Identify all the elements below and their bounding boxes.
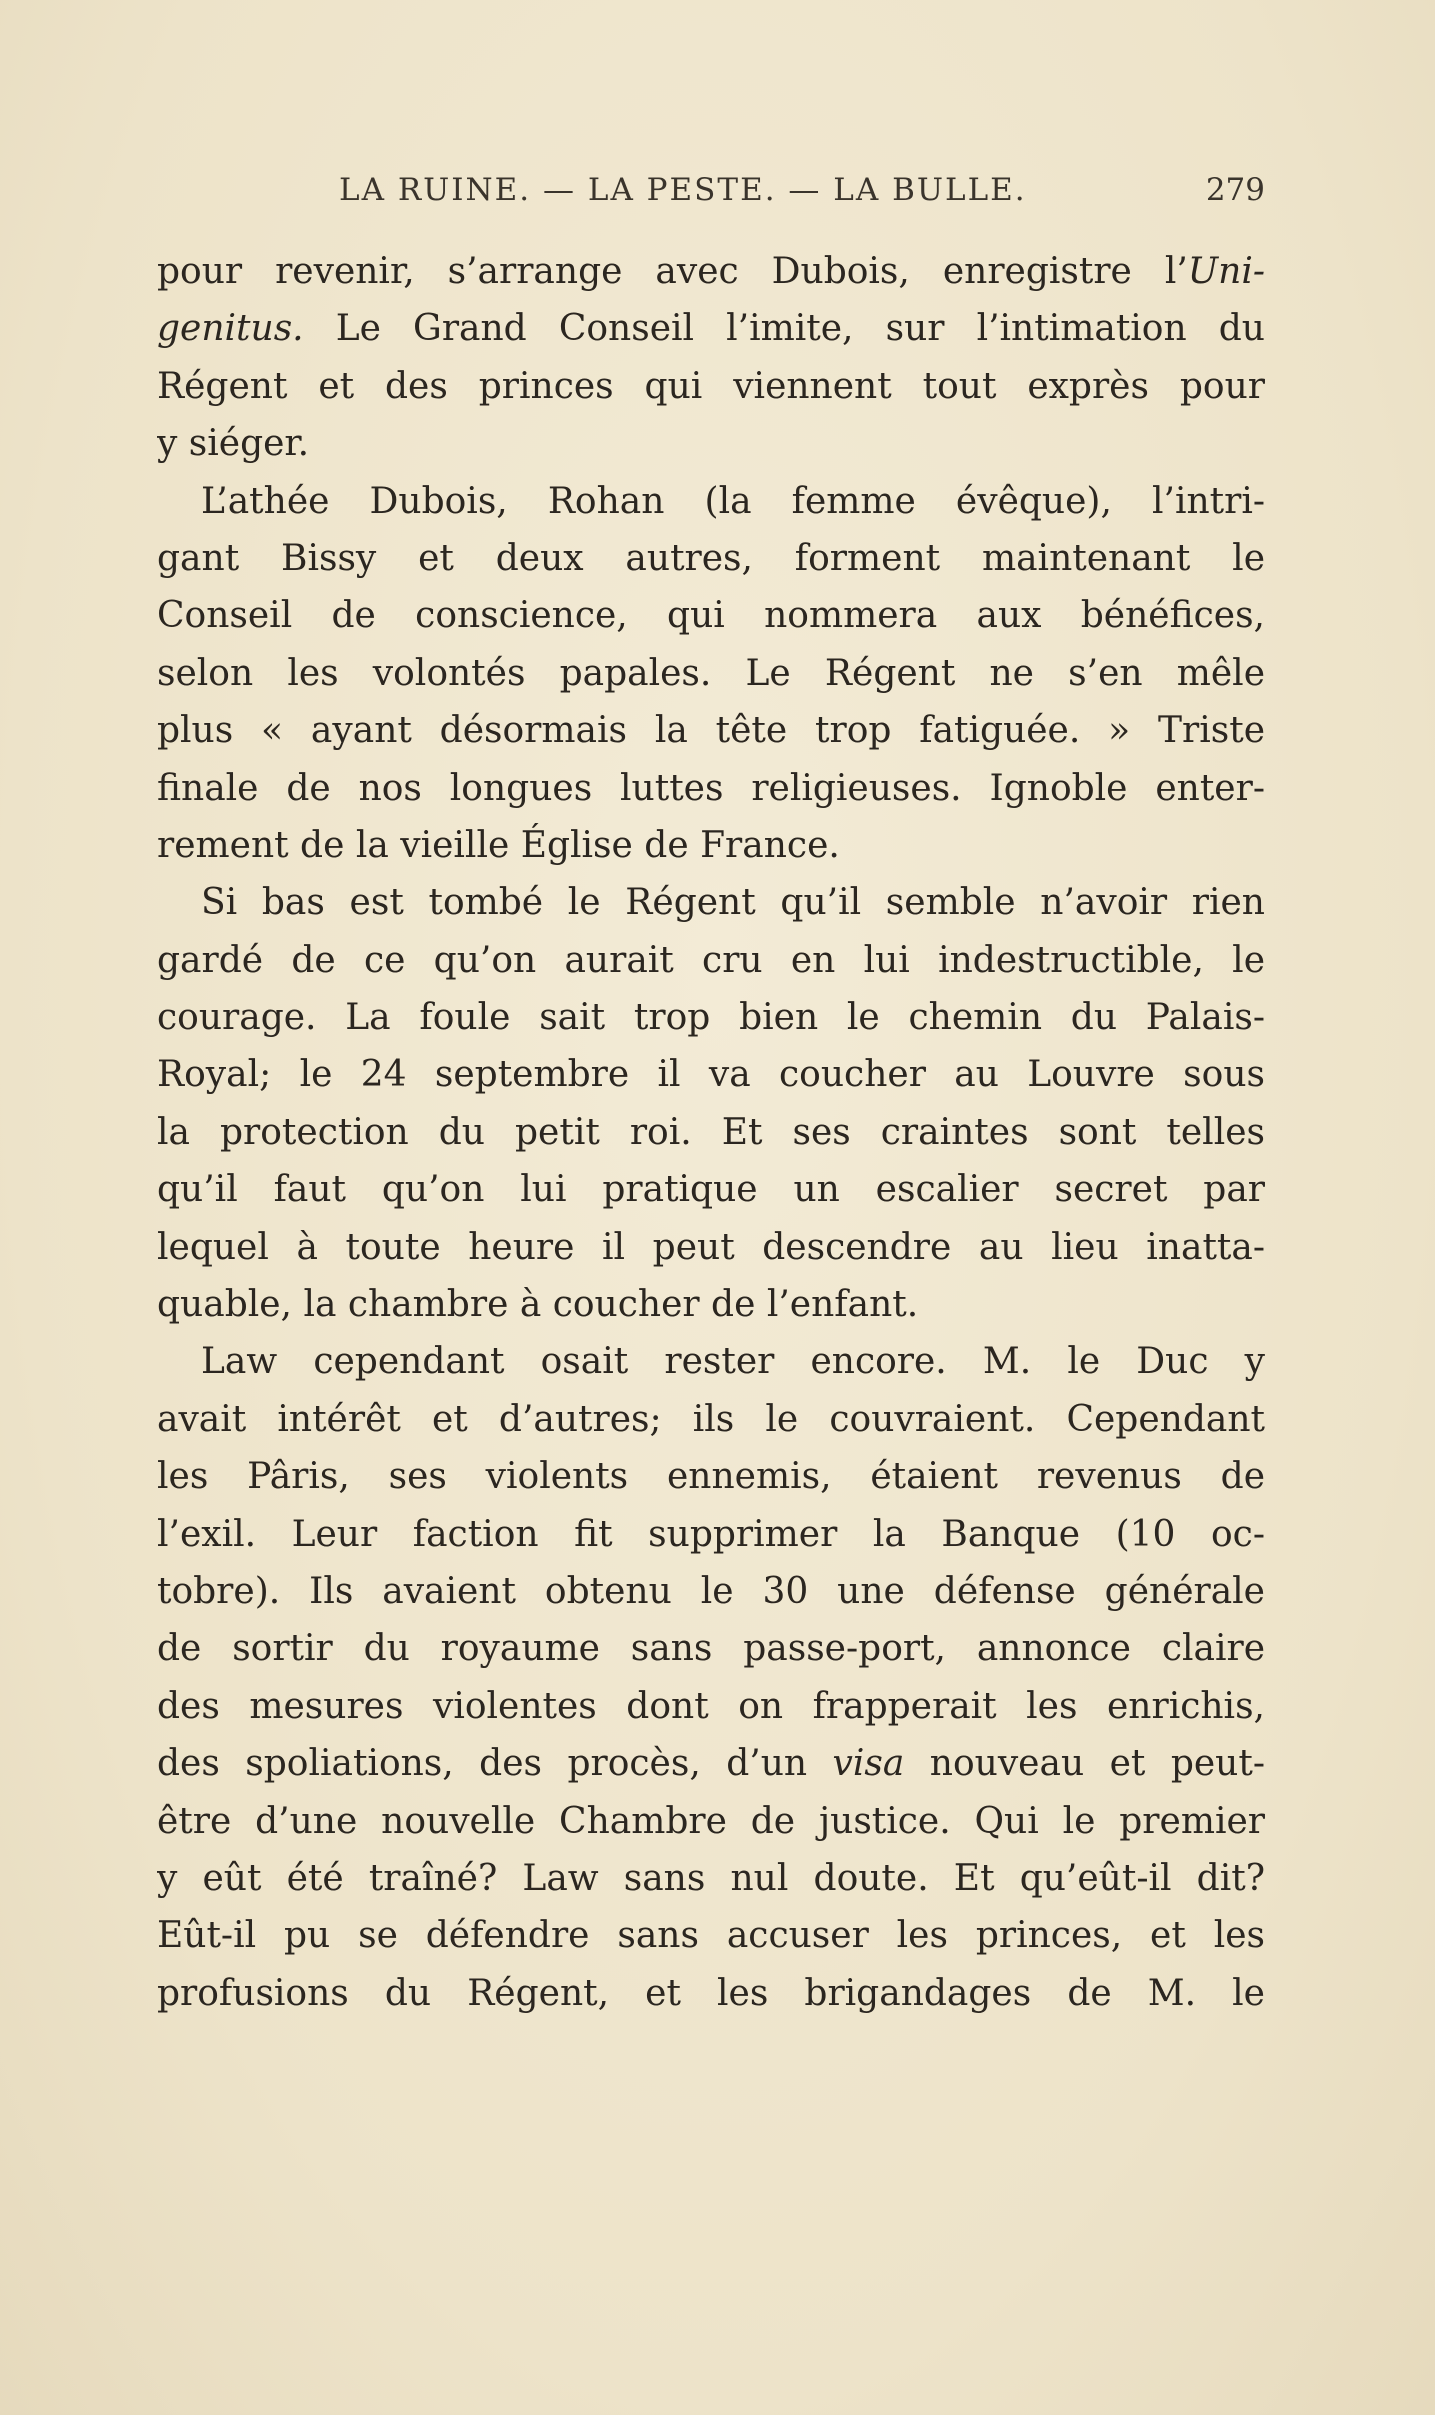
text-line: pour revenir, s’arrange avec Dubois, enregistre l’Uni- <box>157 251 1265 292</box>
body-text <box>157 243 1265 2022</box>
text-line: courage. La foule sait trop bien le chemin du Palais- <box>157 997 1265 1039</box>
text-line: de sortir du royaume sans passe-port, annonce claire <box>157 1628 1265 1670</box>
text-line: finale de nos longues luttes religieuses. Ignoble enter- <box>157 767 1265 809</box>
text-line: plus « ayant désormais la tête trop fatiguée. » Triste <box>157 710 1265 752</box>
page-header <box>157 172 1265 212</box>
text-line: Régent et des princes qui viennent tout exprès pour <box>157 365 1265 407</box>
text-line: L’athée Dubois, Rohan (la femme évêque), l’intri- <box>201 480 1265 522</box>
text-line: tobre). Ils avaient obtenu le 30 une défense générale <box>157 1570 1265 1612</box>
text-line: gardé de ce qu’on aurait cru en lui indestructible, le <box>157 939 1265 981</box>
text-line: y eût été traîné? Law sans nul doute. Et qu’eût-il dit? <box>157 1857 1265 1899</box>
text-line: lequel à toute heure il peut descendre au lieu inatta- <box>157 1226 1265 1268</box>
text-line: rement de la vieille Église de France. <box>157 824 840 866</box>
text-line: Law cependant osait rester encore. M. le Duc y <box>201 1341 1265 1383</box>
text-line: Si bas est tombé le Régent qu’il semble n’avoir rien <box>201 882 1265 924</box>
text-line: la protection du petit roi. Et ses craintes sont telles <box>157 1111 1265 1153</box>
text-line: Royal; le 24 septembre il va coucher au Louvre sous <box>157 1054 1265 1096</box>
text-line: des spoliations, des procès, d’un visa nouveau et peut- <box>157 1743 1265 1785</box>
running-title: LA RUINE. — LA PESTE. — LA BULLE. <box>339 172 1027 208</box>
text-line: Eût-il pu se défendre sans accuser les princes, et les <box>157 1915 1265 1957</box>
text-line: les Pâris, ses violents ennemis, étaient revenus de <box>157 1456 1265 1498</box>
text-line: profusions du Régent, et les brigandages de M. le <box>157 1972 1265 2014</box>
text-line: l’exil. Leur faction fit supprimer la Banque (10 oc- <box>157 1513 1265 1555</box>
page-number: 279 <box>1205 172 1265 208</box>
text-line: selon les volontés papales. Le Régent ne s’en mêle <box>157 652 1265 694</box>
text-line: qu’il faut qu’on lui pratique un escalier secret par <box>157 1169 1265 1211</box>
text-line: quable, la chambre à coucher de l’enfant. <box>157 1284 919 1326</box>
text-line: genitus. Le Grand Conseil l’imite, sur l’intimation du <box>157 308 1265 350</box>
text-line: avait intérêt et d’autres; ils le couvraient. Cependant <box>157 1398 1265 1440</box>
text-line: gant Bissy et deux autres, forment maintenant le <box>157 537 1265 579</box>
text-line: y siéger. <box>157 423 310 465</box>
text-line: être d’une nouvelle Chambre de justice. Qui le premier <box>157 1800 1265 1842</box>
text-line: Conseil de conscience, qui nommera aux bénéfices, <box>157 595 1265 637</box>
text-line: des mesures violentes dont on frapperait les enrichis, <box>157 1685 1265 1727</box>
